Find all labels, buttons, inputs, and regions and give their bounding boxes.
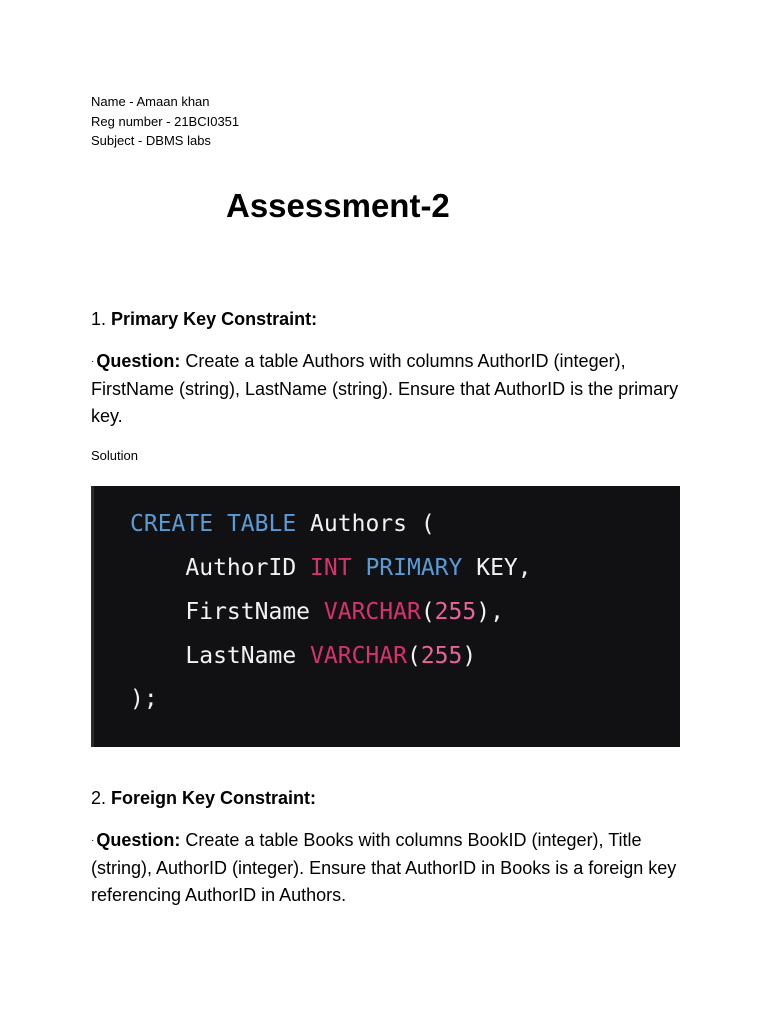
code-keyword: TABLE [226, 511, 297, 537]
student-info [91, 92, 239, 151]
section-2-question-label: Question: [96, 830, 181, 850]
code-line-5 [130, 684, 158, 714]
code-line-3 [130, 597, 504, 627]
code-text: KEY, [462, 555, 532, 581]
code-indent [130, 599, 185, 625]
code-keyword: CREATE [130, 511, 214, 537]
student-name: Name - Amaan khan [91, 94, 210, 109]
bullet-icon: · [91, 356, 95, 367]
section-1-question [91, 348, 691, 431]
bullet-icon: · [91, 835, 95, 846]
code-snippet [91, 486, 680, 747]
code-line-4 [130, 641, 476, 671]
code-space [213, 511, 227, 537]
section-1-number: 1. [91, 309, 107, 329]
section-1-title: Primary Key Constraint: [111, 309, 318, 329]
code-type: INT [310, 555, 352, 581]
code-indent [130, 555, 185, 581]
document-title: Assessment-2 [226, 187, 450, 224]
code-type: VARCHAR [310, 643, 407, 669]
code-text: Authors ( [296, 511, 435, 537]
registration-number: Reg number - 21BCI0351 [91, 113, 240, 129]
section-2-number: 2. [91, 788, 107, 808]
code-keyword: PRIMARY [365, 555, 463, 581]
code-line-1 [130, 509, 435, 539]
section-1-question-text: Create a table Authors with columns AuthorID (integer), FirstName (string), LastName (string). Ensure that AuthorID is the primary key. [91, 351, 679, 426]
section-2-heading [91, 786, 316, 810]
code-text: ) [462, 643, 477, 669]
code-space [296, 555, 310, 581]
code-text: ), [476, 599, 504, 625]
code-number: 255 [434, 599, 477, 625]
code-identifier: FirstName [185, 599, 311, 625]
code-space [310, 599, 324, 625]
code-identifier: LastName [185, 643, 297, 669]
section-1-question-label: Question: [96, 351, 181, 371]
code-indent [130, 643, 185, 669]
code-paren: ( [406, 643, 421, 669]
section-2-title: Foreign Key Constraint: [111, 788, 317, 808]
code-text: ); [130, 686, 158, 712]
code-number: 255 [420, 643, 463, 669]
solution-label: Solution [91, 448, 138, 463]
code-type: VARCHAR [323, 599, 421, 625]
section-1-heading [91, 307, 317, 331]
section-2-question-text: Create a table Books with columns BookID (integer), Title (string), AuthorID (integer). Ensure that AuthorID in Books is a foreign key referencing AuthorID in Authors. [91, 830, 677, 905]
code-paren: ( [420, 599, 435, 625]
code-line-2 [130, 553, 532, 583]
code-identifier: AuthorID [185, 555, 297, 581]
subject-line: Subject - DBMS labs [91, 133, 211, 148]
section-2-question [91, 827, 691, 910]
code-space [352, 555, 366, 581]
code-space [296, 643, 310, 669]
